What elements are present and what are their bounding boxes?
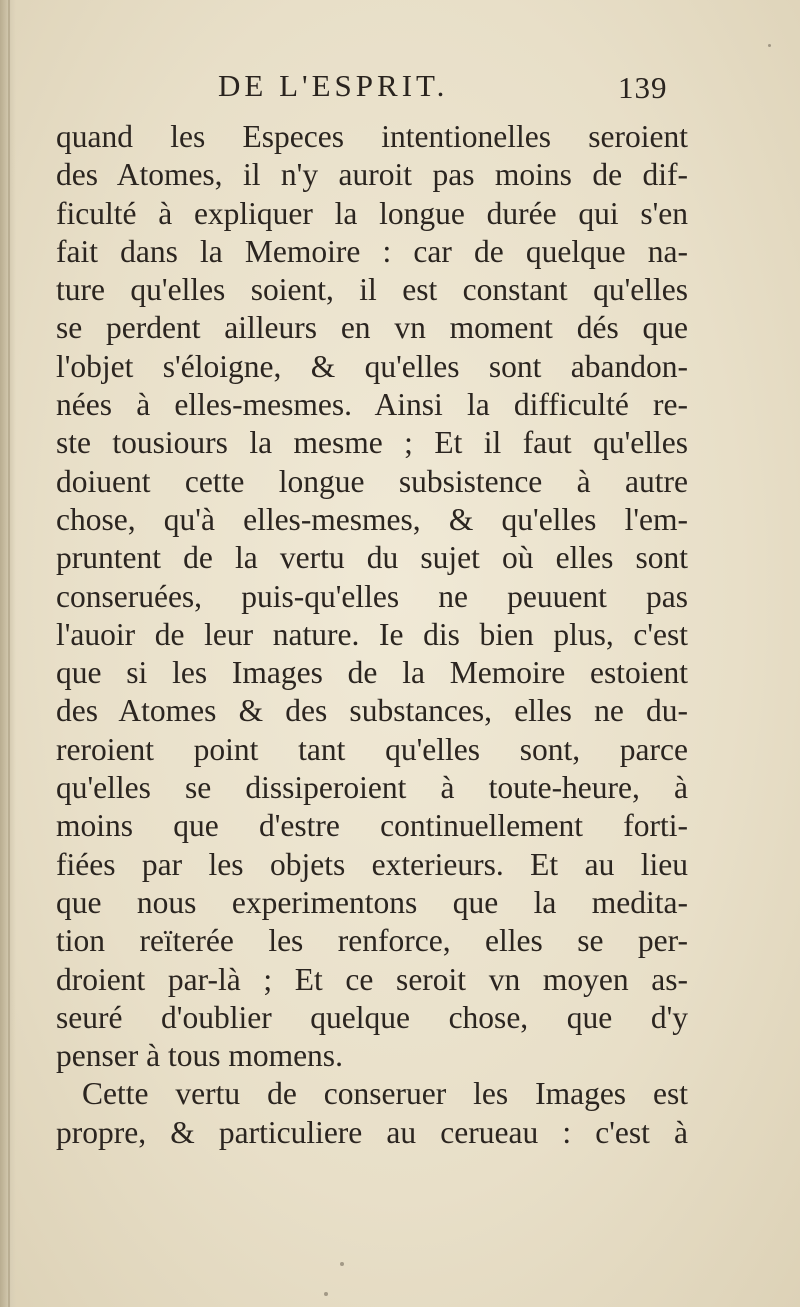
text-line: ste tousiours la mesme ; Et il faut qu'elles — [56, 425, 688, 461]
text-line: ture qu'elles soient, il est constant qu'elles — [56, 272, 688, 308]
text-line: seuré d'oublier quelque chose, que d'y — [56, 999, 688, 1035]
text-line: que nous experimentons que la medita- — [56, 884, 688, 920]
text-line: tion reïterée les renforce, elles se per- — [56, 923, 688, 959]
text-line: quand les Especes intentionelles seroient — [56, 119, 688, 154]
text-line: Cette vertu de conseruer les Images est — [82, 1076, 688, 1112]
paper-speck — [324, 1292, 328, 1296]
text-line: doiuent cette longue subsistence à autre — [56, 463, 688, 499]
text-line: se perdent ailleurs en vn moment dés que — [56, 310, 688, 346]
text-line: qu'elles se dissiperoient à toute-heure, à — [56, 770, 688, 806]
paper-speck — [768, 44, 771, 47]
text-line: reroient point tant qu'elles sont, parce — [56, 731, 688, 767]
text-line: moins que d'estre continuellement forti- — [56, 808, 688, 844]
running-head: DE L'ESPRIT. — [218, 68, 449, 103]
text-line: l'objet s'éloigne, & qu'elles sont abandon- — [56, 348, 688, 384]
page-number: 139 — [618, 70, 668, 105]
text-line: ficulté à expliquer la longue durée qui s'en — [56, 195, 688, 231]
text-line: propre, & particuliere au cerueau : c'est à — [56, 1114, 688, 1150]
text-line: nées à elles-mesmes. Ainsi la difficulté re- — [56, 387, 688, 423]
text-line: des Atomes & des substances, elles ne du- — [56, 693, 688, 729]
text-line: que si les Images de la Memoire estoient — [56, 655, 688, 691]
paper-speck — [340, 1262, 344, 1266]
text-line: chose, qu'à elles-mesmes, & qu'elles l'em- — [56, 501, 688, 537]
text-line: pruntent de la vertu du sujet où elles sont — [56, 540, 688, 576]
text-line: fait dans la Memoire : car de quelque na- — [56, 233, 688, 269]
text-line: conseruées, puis-qu'elles ne peuuent pas — [56, 578, 688, 614]
text-line: l'auoir de leur nature. Ie dis bien plus, c'est — [56, 616, 688, 652]
text-line: des Atomes, il n'y auroit pas moins de dif- — [56, 157, 688, 193]
text-line: droient par-là ; Et ce seroit vn moyen as- — [56, 961, 688, 997]
body-text — [56, 118, 688, 1152]
page-edge-line — [8, 0, 10, 1307]
text-line: penser à tous momens. — [56, 1038, 343, 1074]
text-line: fiées par les objets exterieurs. Et au lieu — [56, 846, 688, 882]
